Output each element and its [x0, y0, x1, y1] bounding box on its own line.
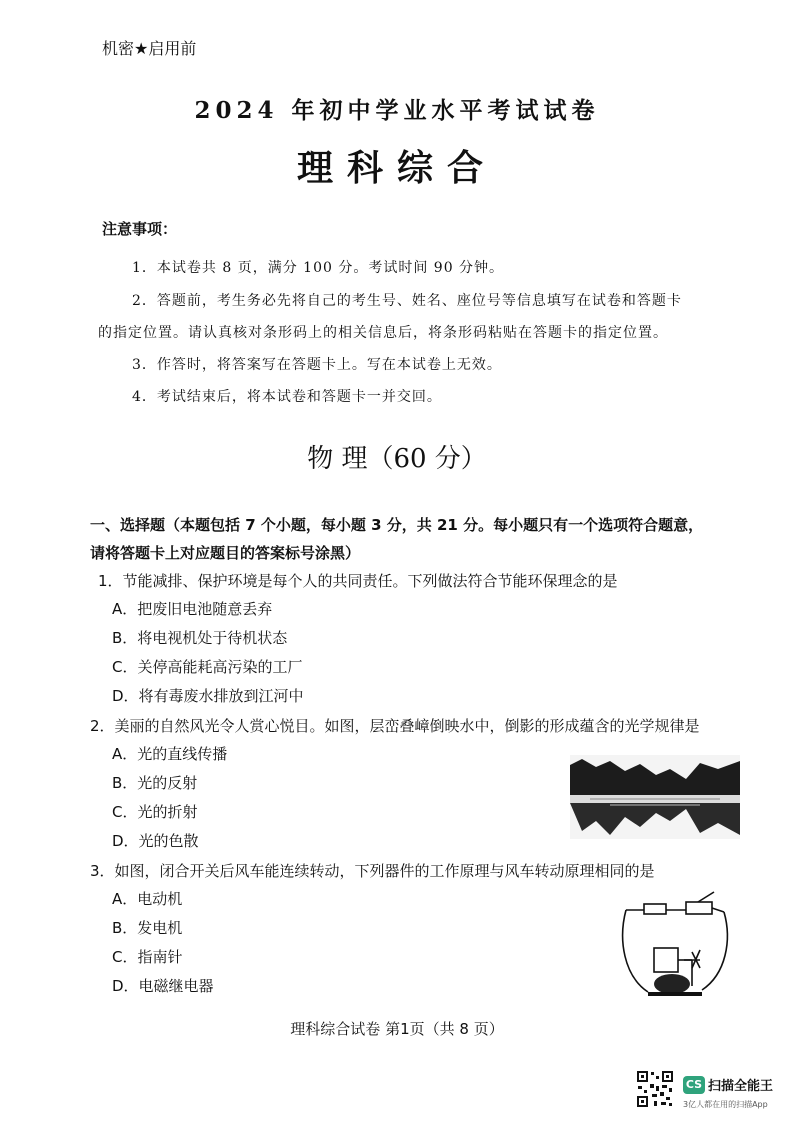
mountain-reflection-figure	[570, 755, 740, 839]
notice-item-4: 4．考试结束后，将本试卷和答题卡一并交回。	[132, 389, 442, 405]
scanner-brand	[683, 1074, 773, 1094]
question-3-option-b: B．发电机	[112, 919, 183, 937]
question-1-option-b: B．将电视机处于待机状态	[112, 629, 288, 647]
notice-item-3: 3．作答时，将答案写在答题卡上。写在本试卷上无效。	[132, 357, 502, 373]
page-footer: 理科综合试卷 第1页（共 8 页）	[290, 1020, 504, 1038]
subject-title: 理科综合	[296, 147, 497, 189]
question-2-option-c: C．光的折射	[112, 803, 198, 821]
question-2-option-b: B．光的反射	[112, 774, 198, 792]
notice-item-2-cont: 的指定位置。请认真核对条形码上的相关信息后，将条形码粘贴在答题卡的指定位置。	[98, 325, 668, 341]
notice-item-2: 2．答题前，考生务必先将自己的考生号、姓名、座位号等信息填写在试卷和答题卡	[132, 293, 682, 309]
notice-heading: 注意事项：	[102, 220, 178, 238]
confidential-label: 机密★启用前	[102, 39, 197, 58]
question-2-option-a: A．光的直线传播	[112, 745, 228, 763]
part1-header: 一、选择题（本题包括 7 个小题，每小题 3 分，共 21 分。每小题只有一个选项符合题意，	[90, 516, 704, 534]
notice-item-1: 1．本试卷共 8 页，满分 100 分。考试时间 90 分钟。	[132, 260, 505, 276]
windmill-circuit-figure	[614, 890, 734, 1000]
question-2-stem: 2．美丽的自然风光令人赏心悦目。如图，层峦叠嶂倒映水中，倒影的形成蕴含的光学规律是	[90, 717, 700, 735]
question-1-option-a: A．把废旧电池随意丢弃	[112, 600, 273, 618]
qr-code-icon	[636, 1070, 674, 1108]
question-1-option-d: D．将有毒废水排放到江河中	[112, 687, 304, 705]
question-1-stem: 1．节能减排、保护环境是每个人的共同责任。下列做法符合节能环保理念的是	[98, 572, 618, 590]
question-3-stem: 3．如图，闭合开关后风车能连续转动，下列器件的工作原理与风车转动原理相同的是	[90, 862, 655, 880]
question-3-option-d: D．电磁继电器	[112, 977, 214, 995]
scanner-brand-name: 扫描全能王	[708, 1079, 774, 1094]
part1-header-cont: 请将答题卡上对应题目的答案标号涂黑）	[90, 544, 361, 562]
question-2-option-d: D．光的色散	[112, 832, 199, 850]
scanner-brand-tagline: 3亿人都在用的扫描App	[683, 1100, 768, 1109]
exam-title: 2024 年初中学业水平考试试卷	[194, 97, 600, 124]
question-3-option-c: C．指南针	[112, 948, 183, 966]
physics-section-title: 物 理（60 分）	[307, 444, 487, 474]
question-1-option-c: C．关停高能耗高污染的工厂	[112, 658, 303, 676]
question-3-option-a: A．电动机	[112, 890, 183, 908]
cs-badge-icon: CS	[683, 1076, 705, 1094]
